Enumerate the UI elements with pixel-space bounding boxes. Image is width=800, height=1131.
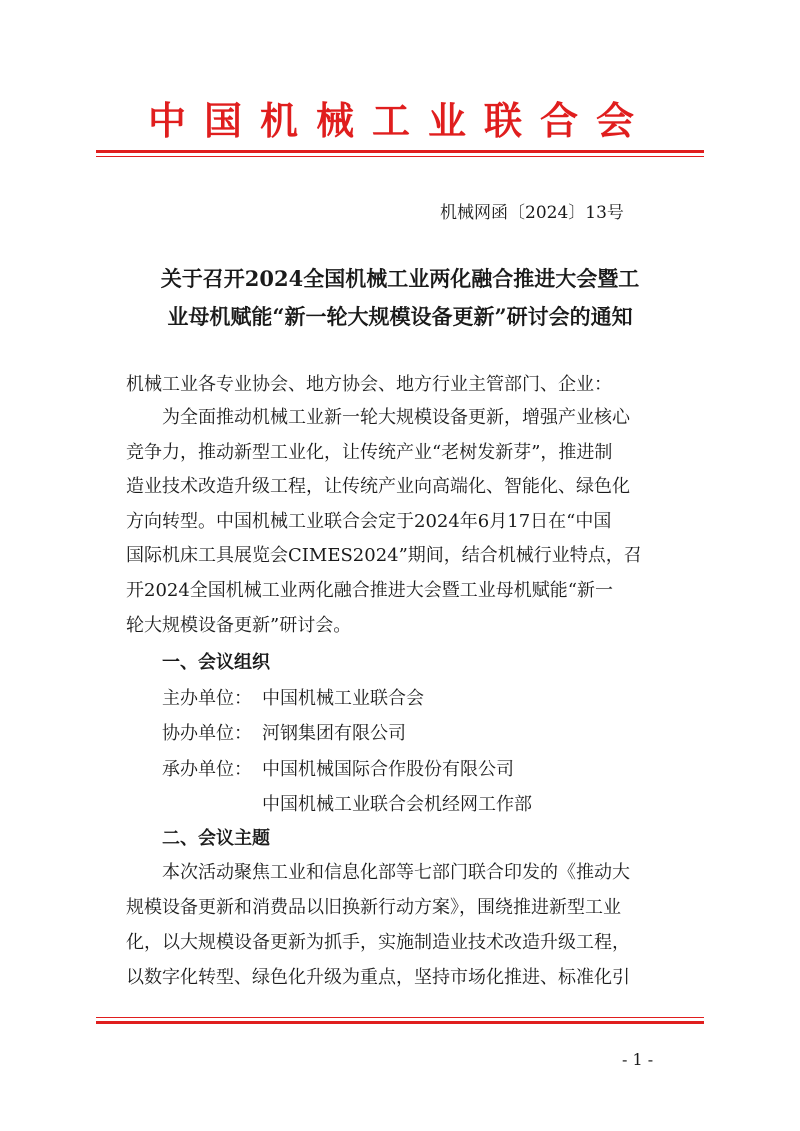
footer-rule-thick (96, 1021, 704, 1024)
intro-line: 竞争力，推动新型工业化，让传统产业“老树发新芽”，推进制 (126, 442, 613, 463)
intro-line: 国际机床工具展览会CIMES2024”期间，结合机械行业特点，召 (126, 545, 642, 566)
theme-line: 化，以大规模设备更新为抓手，实施制造业技术改造升级工程， (126, 932, 630, 953)
footer-rule-thin (96, 1017, 704, 1018)
theme-line: 规模设备更新和消费品以旧换新行动方案》，围绕推进新型工业 (126, 897, 621, 918)
organizer-value-1: 中国机械国际合作股份有限公司 (262, 759, 514, 780)
theme-line: 以数字化转型、绿色化升级为重点，坚持市场化推进、标准化引 (126, 967, 630, 988)
title-line-1: 关于召开2024全国机械工业两化融合推进大会暨工 (160, 266, 640, 291)
header-rule-thick (96, 150, 704, 153)
intro-line: 造业技术改造升级工程，让传统产业向高端化、智能化、绿色化 (126, 476, 630, 497)
intro-line: 开2024全国机械工业两化融合推进大会暨工业母机赋能“新一 (126, 580, 614, 601)
theme-line: 本次活动聚焦工业和信息化部等七部门联合印发的《推动大 (162, 862, 630, 883)
section-heading-theme: 二、会议主题 (162, 828, 270, 849)
salutation: 机械工业各专业协会、地方协会、地方行业主管部门、企业： (126, 374, 612, 395)
document-number: 机械网函〔2024〕13号 (440, 203, 624, 223)
host-value: 中国机械工业联合会 (262, 688, 424, 709)
host-label: 主办单位： (162, 688, 252, 709)
organizer-label: 承办单位： (162, 759, 252, 780)
intro-line: 方向转型。中国机械工业联合会定于2024年6月17日在“中国 (126, 511, 612, 532)
page-number: - 1 - (622, 1050, 654, 1069)
document-title (96, 260, 704, 336)
organizer-value-2: 中国机械工业联合会机经网工作部 (262, 794, 532, 815)
header-rule-thin (96, 156, 704, 157)
org-name: 中国机械工业联合会 (147, 98, 652, 143)
title-line-2: 业母机赋能“新一轮大规模设备更新”研讨会的通知 (167, 304, 633, 329)
intro-line: 轮大规模设备更新”研讨会。 (126, 615, 352, 636)
section-heading-organization: 一、会议组织 (162, 652, 270, 673)
intro-line: 为全面推动机械工业新一轮大规模设备更新，增强产业核心 (162, 407, 630, 428)
co-host-label: 协办单位： (162, 723, 252, 744)
co-host-value: 河钢集团有限公司 (262, 723, 406, 744)
